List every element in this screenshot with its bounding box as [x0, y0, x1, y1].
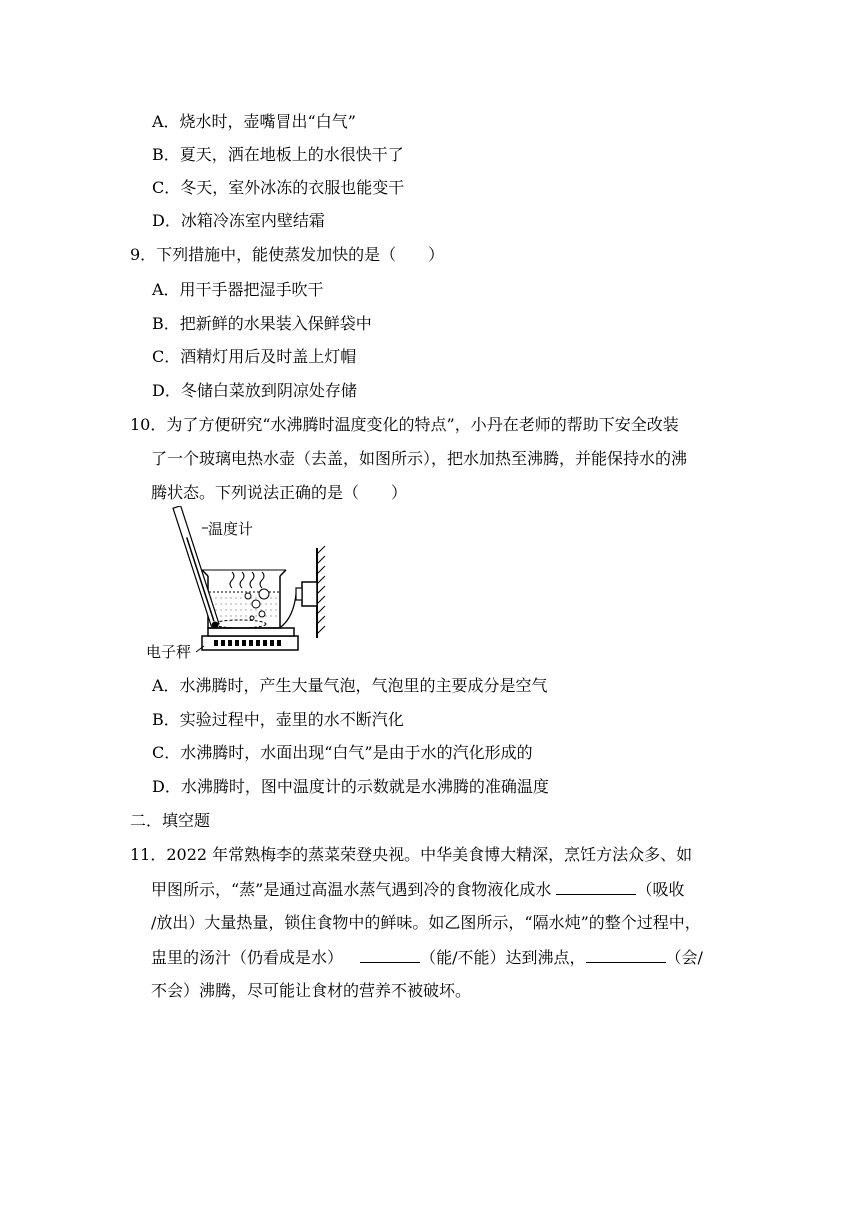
q11-line4	[151, 946, 703, 969]
q10-option-c: C．水沸腾时，水面出现“白气”是由于水的汽化形成的	[152, 743, 533, 762]
q11-line4-text-c: （会/	[665, 948, 703, 967]
thermometer-label: 温度计	[208, 520, 254, 538]
q11-line4-text-a: 盅里的汤汁（仍看成是水）	[151, 948, 349, 967]
q9-option-a: A．用干手器把湿手吹干	[152, 280, 324, 299]
q8-option-b: B．夏天，洒在地板上的水很快干了	[152, 145, 404, 164]
experiment-figure	[142, 506, 342, 662]
answer-blank-1[interactable]	[556, 878, 636, 895]
q8-option-a: A．烧水时，壶嘴冒出“白气”	[152, 112, 356, 131]
q9-option-d: D．冬储白菜放到阴凉处存储	[152, 381, 357, 400]
q11-line5: 不会）沸腾，尽可能让食材的营养不被破坏。	[151, 981, 472, 1000]
q10-option-b: B．实验过程中，壶里的水不断汽化	[152, 710, 404, 729]
q9-option-c: C．酒精灯用后及时盖上灯帽	[152, 347, 357, 366]
q11-line2	[151, 878, 684, 901]
q9-stem: 9．下列措施中，能使蒸发加快的是（ ）	[130, 245, 445, 264]
q10-option-a: A．水沸腾时，产生大量气泡，气泡里的主要成分是空气	[152, 676, 548, 695]
q10-stem-line1: 10．为了方便研究“水沸腾时温度变化的特点”，小丹在老师的帮助下安全改装	[130, 415, 679, 434]
q11-line1: 11．2022 年常熟梅李的蒸菜荣登央视。中华美食博大精深，烹饪方法众多、如	[130, 845, 693, 864]
q11-line2-text-a: 甲图所示，“蒸”是通过高温水蒸气遇到冷的食物液化成水	[151, 880, 557, 899]
electronic-scale-label: 电子秤	[146, 643, 192, 661]
q11-line3: /放出）大量热量，锁住食物中的鲜味。如乙图所示，“隔水炖”的整个过程中，	[151, 913, 701, 932]
q8-option-c: C．冬天，室外冰冻的衣服也能变干	[152, 178, 405, 197]
q9-option-b: B．把新鲜的水果装入保鲜袋中	[152, 314, 372, 333]
answer-blank-2[interactable]	[360, 946, 420, 963]
answer-blank-3[interactable]	[586, 946, 666, 963]
q8-option-d: D．冰箱冷冻室内壁结霜	[152, 211, 325, 230]
q11-line2-text-b: （吸收	[636, 880, 685, 899]
q10-stem-line2: 了一个玻璃电热水壶（去盖，如图所示），把水加热至沸腾，并能保持水的沸	[151, 449, 688, 468]
q10-option-d: D．水沸腾时，图中温度计的示数就是水沸腾的准确温度	[152, 777, 549, 796]
q11-line4-text-b: （能/不能）达到沸点，	[420, 948, 586, 967]
section-title-fill-in: 二．填空题	[130, 811, 211, 830]
q10-stem-line3: 腾状态。下列说法正确的是（ ）	[151, 483, 408, 502]
